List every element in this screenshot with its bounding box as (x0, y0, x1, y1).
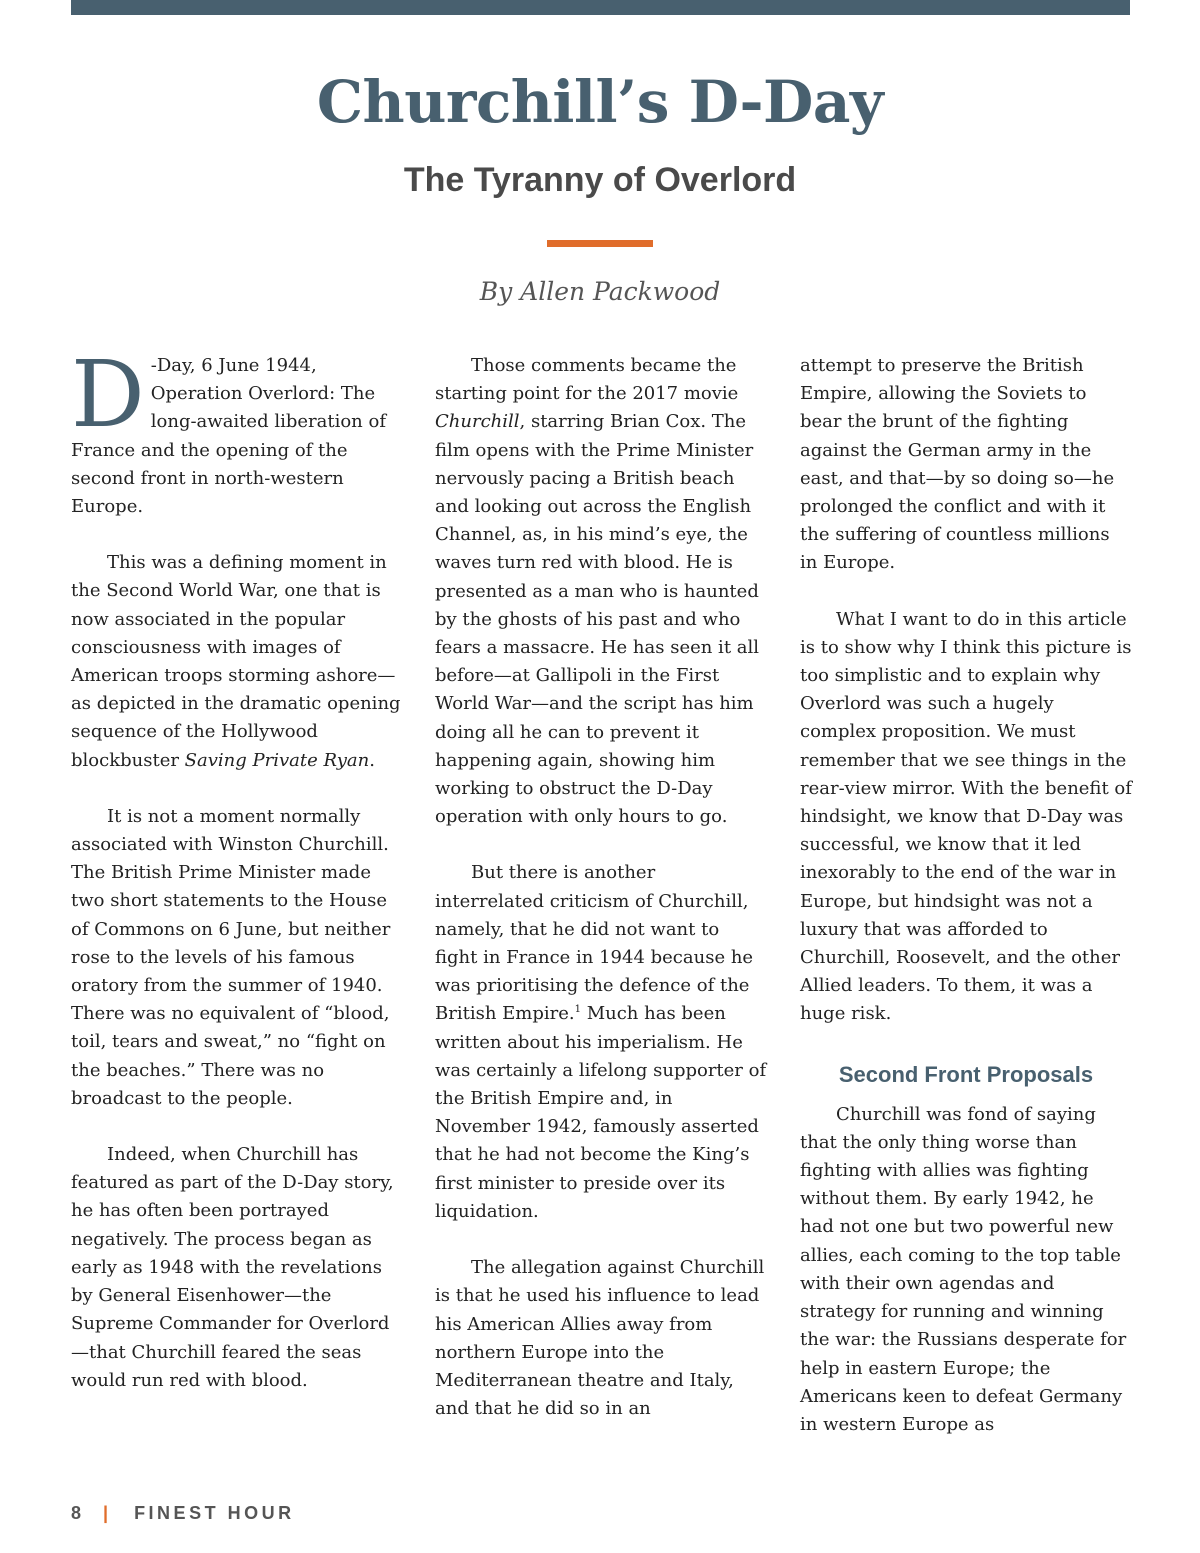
film-title: Churchill (435, 411, 520, 433)
paragraph: Churchill was fond of saying that the only thing worse than fighting with allies was fighting without them. By early 1942, he had not one but two powerful new allies, each coming to the top table with their own agendas and strategy for running and winning the war: the Russians desperate for help in eastern Europe; the Americans keen to defeat Germany in western Europe as (800, 1103, 1127, 1435)
page-number: 8 (71, 1502, 82, 1523)
film-title: Saving Private Ryan (184, 749, 370, 771)
accent-divider (547, 240, 653, 247)
footer-separator: | (103, 1502, 109, 1523)
paragraph: D -Day, 6 June 1944, Operation Overlord: The long-awaited liberation of France and the opening of the second front in north-western Europe. (71, 341, 386, 518)
column-3 (800, 352, 1132, 1467)
publication-name: FINEST HOUR (134, 1502, 295, 1523)
byline: By Allen Packwood (479, 277, 721, 306)
paragraph: This was a defining moment in the Second World War, one that is now associated in the popular consciousness with images of American troops storming ashore—as depicted in the dramatic opening sequence of the Hollywood blockbuster Saving Private Ryan. (71, 552, 401, 771)
paragraph: The allegation against Churchill is that he used his influence to lead his American Allies away from northern Europe into the Mediterranean theatre and Italy, and that he did so in an (435, 1257, 765, 1420)
footnote-marker: 1 (574, 1004, 581, 1016)
column-1 (71, 341, 403, 1423)
paragraph: Those comments became the starting point for the 2017 movie Churchill, starring Brian Cox. The film opens with the Prime Minister nervously pacing a British beach and looking out across the English Channel, as, in his mind’s eye, the waves turn red with blood. He is presented as a man who is haunted by the ghosts of his past and who fears a massacre. He has seen it all before—at Gallipoli in the First World War—and the script has him doing all he can to prevent it happening again, showing him working to obstruct the D-Day operation with only hours to go. (435, 355, 760, 828)
paragraph: What I want to do in this article is to show why I think this picture is too simplistic and to explain why Overlord was such a hugely complex proposition. We must remember that we see things in the rear-view mirror. With the benefit of hindsight, we know that D-Day was successful, we know that it led inexorably to the end of the war in Europe, but hindsight was not a luxury that was afforded to Churchill, Roosevelt, and the other Allied leaders. To them, it was a huge risk. (800, 608, 1132, 1025)
paragraph: It is not a moment normally associated with Winston Churchill. The British Prime Minister made two short statements to the House of Commons on 6 June, but neither rose to the levels of his famous oratory from the summer of 1940. There was no equivalent of “blood, toil, tears and sweat,” no “fight on the beaches.” There was no broadcast to the people. (71, 805, 391, 1109)
article-title: Churchill’s D-Day (316, 68, 884, 136)
column-2 (435, 352, 767, 1451)
top-rule (71, 0, 1130, 15)
article-subtitle: The Tyranny of Overlord (403, 161, 797, 199)
paragraph: attempt to preserve the British Empire, allowing the Soviets to bear the brunt of the fighting against the German army in the east, and that—by so doing so—he prolonged the conflict and with it the suffering of countless millions in Europe. (800, 355, 1115, 574)
page-footer (71, 1499, 295, 1527)
section-heading: Second Front Proposals (838, 1061, 1094, 1087)
paragraph: Indeed, when Churchill has featured as part of the D-Day story, he has often been portrayed negatively. The process began as early as 1948 with the revelations by General Eisenhower—the Supreme Commander for Overlord—that Churchill feared the seas would run red with blood. (71, 1144, 394, 1391)
paragraph: But there is another interrelated criticism of Churchill, namely, that he did not want to fight in France in 1944 because he was prioritising the defence of the British Empire.$^1$ Much has been written about his imperialism. He was certainly a lifelong supporter of the British Empire and, in November 1942, famously asserted that he had not become the King’s first minister to preside over its liquidation. (435, 862, 767, 1222)
drop-cap: D (71, 341, 145, 448)
